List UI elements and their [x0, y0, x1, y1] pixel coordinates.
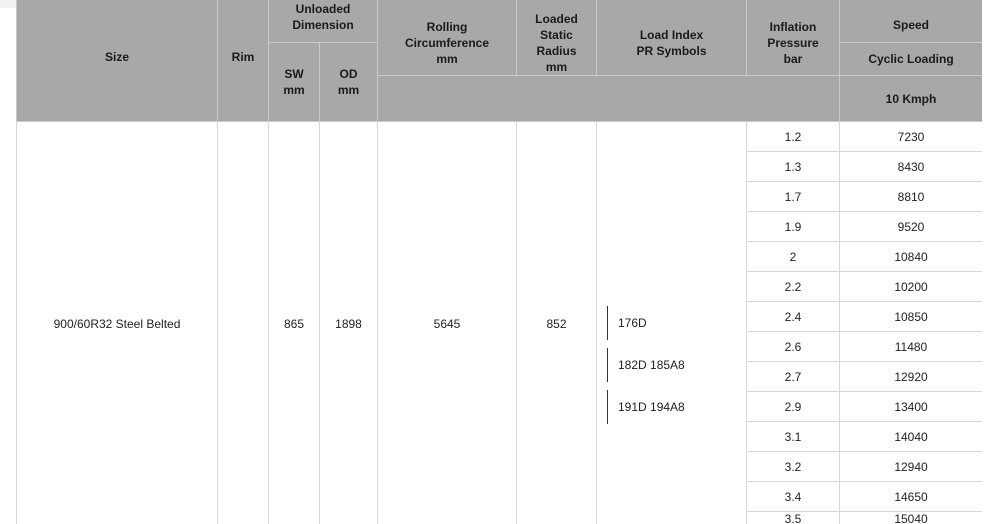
header-load-index: Load Index PR Symbols — [597, 0, 747, 76]
cell-loaded-static-radius: 852 — [517, 122, 597, 524]
cell-size: 900/60R32 Steel Belted — [17, 122, 218, 524]
cell-cyclic-load: 8810 — [840, 182, 983, 212]
cell-inflation-bar: 2.7 — [747, 362, 840, 392]
cell-inflation-bar: 1.7 — [747, 182, 840, 212]
cell-inflation-bar: 2.4 — [747, 302, 840, 332]
table-row — [17, 122, 983, 152]
header-size: Size — [17, 0, 218, 122]
cell-cyclic-load: 12920 — [840, 362, 983, 392]
cell-od: 1898 — [320, 122, 378, 524]
load-index-item: 182D 185A8 — [607, 348, 742, 382]
load-index-list — [601, 306, 742, 424]
header-rim: Rim — [218, 0, 269, 122]
header-unloaded-line1: Unloaded — [295, 2, 351, 16]
cell-inflation-bar: 2 — [747, 242, 840, 272]
cell-cyclic-load: 14650 — [840, 482, 983, 512]
cell-inflation-bar: 2.2 — [747, 272, 840, 302]
load-index-item: 191D 194A8 — [607, 390, 742, 424]
cell-inflation-bar: 1.2 — [747, 122, 840, 152]
cell-inflation-bar: 3.2 — [747, 452, 840, 482]
cell-rim — [218, 122, 269, 524]
cell-inflation-bar: 3.5 — [747, 512, 840, 524]
header-speed-value: 10 Kmph — [840, 76, 983, 122]
cell-inflation-bar: 3.4 — [747, 482, 840, 512]
header-unloaded-line2: Dimension — [292, 18, 354, 32]
tyre-spec-table — [16, 0, 983, 524]
cell-cyclic-load: 14040 — [840, 422, 983, 452]
cell-inflation-bar: 2.6 — [747, 332, 840, 362]
cell-inflation-bar: 2.9 — [747, 392, 840, 422]
cell-cyclic-load: 15040 — [840, 512, 983, 524]
cell-cyclic-load: 13400 — [840, 392, 983, 422]
header-od: OD mm — [320, 43, 378, 122]
cell-cyclic-load: 7230 — [840, 122, 983, 152]
cell-cyclic-load: 8430 — [840, 152, 983, 182]
header-rolling-circumference: Rolling Circumference mm — [378, 0, 517, 76]
cell-rolling-circumference: 5645 — [378, 122, 517, 524]
cell-sw: 865 — [269, 122, 320, 524]
cell-inflation-bar: 1.9 — [747, 212, 840, 242]
header-unloaded-dimension — [269, 0, 378, 43]
header-filler — [378, 76, 840, 122]
cell-load-index — [597, 122, 747, 524]
header-loaded-static-radius: Loaded Static Radius mm — [517, 0, 597, 76]
cell-inflation-bar: 1.3 — [747, 152, 840, 182]
right-gutter — [982, 0, 1000, 524]
cell-cyclic-load: 10850 — [840, 302, 983, 332]
header-cyclic-loading: Cyclic Loading — [840, 43, 983, 76]
cell-cyclic-load: 11480 — [840, 332, 983, 362]
load-index-item: 176D — [607, 306, 742, 340]
table-header — [17, 0, 983, 122]
cell-cyclic-load: 12940 — [840, 452, 983, 482]
table-body — [17, 122, 983, 524]
cell-inflation-bar: 3.1 — [747, 422, 840, 452]
cell-cyclic-load: 9520 — [840, 212, 983, 242]
cell-cyclic-load: 10840 — [840, 242, 983, 272]
header-speed: Speed — [840, 0, 983, 43]
header-inflation-pressure: Inflation Pressure bar — [747, 0, 840, 76]
header-sw: SW mm — [269, 43, 320, 122]
cell-cyclic-load: 10200 — [840, 272, 983, 302]
